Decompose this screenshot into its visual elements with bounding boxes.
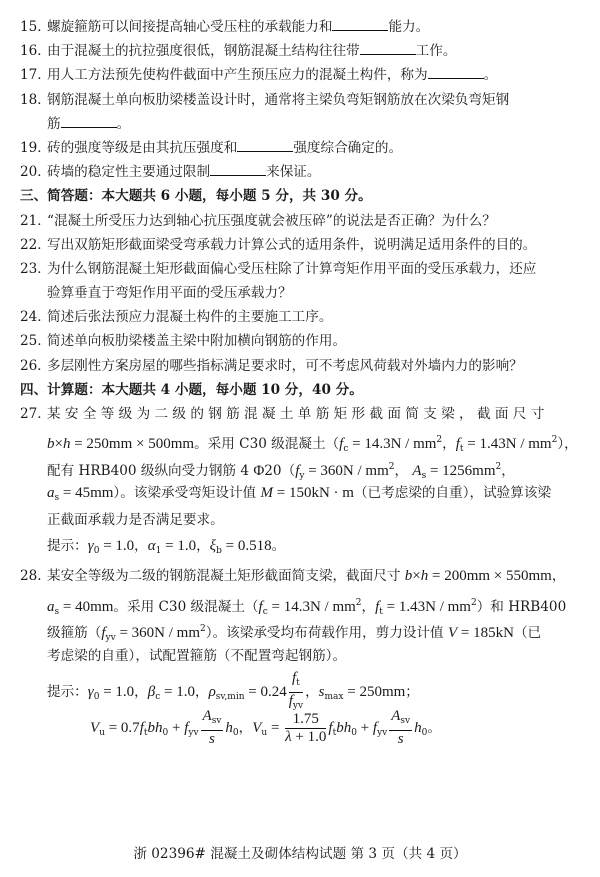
text-run: （已考虑梁的自重），试验算该梁 <box>353 485 552 502</box>
subscript: t <box>379 606 383 617</box>
subscript: 0 <box>162 727 169 738</box>
text-run: ， <box>394 462 413 479</box>
subscript: b <box>216 545 222 556</box>
math-symbol: f <box>184 719 189 736</box>
question-line <box>0 354 600 378</box>
question-text <box>47 329 346 353</box>
question-number: 23． <box>20 260 51 277</box>
question-text <box>47 354 523 378</box>
math-symbol: A <box>412 462 422 479</box>
math-text: = 14.3N / mm <box>267 598 356 615</box>
text-run: 砖的强度等级是由其抗压强度和 <box>47 139 238 156</box>
math-symbol: a <box>47 485 55 502</box>
question-line <box>0 402 600 428</box>
question-line <box>0 481 600 507</box>
subscript: u <box>99 727 105 738</box>
question-line <box>0 534 600 560</box>
math-symbol: f <box>372 719 378 736</box>
question-text <box>47 39 456 63</box>
math-symbol: f <box>455 436 460 453</box>
text-run: 简述单向板肋梁楼盖主梁中附加横向钢筋的作用。 <box>47 333 347 350</box>
subscript: c <box>155 691 161 702</box>
text-run: 强度综合确定的。 <box>293 139 403 156</box>
subscript: yv <box>292 700 304 711</box>
subscript: s <box>54 493 60 504</box>
superscript: 2 <box>495 461 502 472</box>
question-line <box>0 617 600 643</box>
math-symbol: bh <box>147 719 163 736</box>
text-run: 筋 <box>47 115 61 132</box>
math-symbol: γ <box>87 537 94 554</box>
text-run: 级箍筋（ <box>47 625 102 642</box>
math-symbol: f <box>139 719 144 736</box>
math-text: = 14.3N / mm <box>348 436 437 453</box>
math-text: = 1.0 <box>99 537 135 554</box>
text-run: 正截面承载力是否满足要求。 <box>47 511 224 528</box>
subscript: s <box>54 606 60 617</box>
fraction-numerator <box>285 711 326 729</box>
math-text: × <box>54 436 63 453</box>
math-text: = 185kN <box>457 625 514 642</box>
text-run: ）， <box>557 436 578 453</box>
question-number: 19． <box>20 139 51 156</box>
math-symbol: s <box>397 731 404 748</box>
math-text: = 1.0 <box>161 537 197 554</box>
math-symbol: V <box>252 719 262 736</box>
question-line <box>0 112 600 136</box>
math-text: + 1.0 <box>291 728 327 745</box>
text-run: 。 <box>271 537 286 554</box>
question-text <box>47 88 509 112</box>
text-run: 验算垂直于弯矩作用平面的受压承载力？ <box>47 285 292 302</box>
text-run: ， <box>238 719 253 736</box>
math-symbol: α <box>147 537 156 554</box>
text-run: 钢筋混凝土单向板肋梁楼盖设计时，通常将主梁负弯矩钢筋放在次梁负弯矩钢 <box>47 91 510 108</box>
question-line <box>0 669 600 711</box>
math-symbol: A <box>391 708 401 725</box>
question-number: 16． <box>20 43 51 60</box>
math-symbol: γ <box>87 683 94 700</box>
text-run: 考虑梁的自重），试配置箍筋（不配置弯起钢筋）。 <box>47 647 347 664</box>
question-number: 22． <box>20 236 51 253</box>
question-line <box>0 508 600 534</box>
subscript: t <box>296 677 300 688</box>
question-text <box>47 644 346 668</box>
question-line <box>0 209 600 233</box>
text-run: ）。该梁承受弯矩设计值 <box>113 485 261 502</box>
math-text: = <box>267 719 284 736</box>
superscript: 2 <box>551 435 558 446</box>
text-run: 写出双筋矩形截面梁受弯承载力计算公式的适用条件，说明满足适用条件的目的。 <box>47 236 537 253</box>
text-run: 配有 HRB400 级纵向受力钢筋 4 <box>47 462 254 479</box>
math-text: = 40mm <box>59 598 114 615</box>
question-line <box>0 88 600 112</box>
question-text <box>47 15 429 39</box>
math-symbol: h <box>225 719 233 736</box>
text-run: 砖墙的稳定性主要通过限制 <box>47 164 211 181</box>
text-run: ）和 HRB400 <box>476 598 567 615</box>
question-number: 24． <box>20 309 51 326</box>
math-text: = 1.43N / mm <box>382 598 471 615</box>
subscript: sv <box>211 716 222 727</box>
math-text: = 1.0 <box>160 683 195 700</box>
subscript: u <box>261 727 268 738</box>
subscript: t <box>459 444 464 455</box>
text-run: 20（ <box>264 462 296 479</box>
text-run: 四、计算题：本大题共 4 小题，每小题 10 分，40 分。 <box>20 381 363 398</box>
question-text <box>47 481 551 510</box>
text-run: ， <box>134 683 148 700</box>
text-run: 三、简答题：本大题共 6 小题，每小题 5 分，共 30 分。 <box>20 188 372 205</box>
question-text <box>47 402 544 426</box>
answer-blank <box>237 137 293 152</box>
question-number: 26． <box>20 357 51 374</box>
question-line <box>0 564 600 590</box>
math-symbol: f <box>288 692 293 709</box>
fraction-numerator <box>201 708 224 731</box>
question-text <box>47 136 402 160</box>
fraction-denominator <box>201 731 224 748</box>
fraction <box>389 708 412 748</box>
math-text: × <box>412 568 421 585</box>
text-run: 简述后张法预应力混凝土构件的主要施工工序。 <box>47 309 333 326</box>
math-text: Φ <box>253 462 265 479</box>
superscript: 2 <box>436 435 443 446</box>
subscript: y <box>299 470 305 481</box>
math-symbol: f <box>328 719 333 736</box>
math-symbol: M <box>260 485 273 502</box>
fraction-denominator <box>389 731 412 748</box>
question-number: 28. <box>20 568 42 585</box>
math-symbol: f <box>258 598 263 615</box>
question-text <box>47 281 292 305</box>
text-run: 工作。 <box>415 43 457 60</box>
math-symbol: bh <box>336 719 352 736</box>
subscript: t <box>332 727 337 738</box>
question-line <box>0 706 600 750</box>
math-text: = 0.7 <box>104 719 140 736</box>
fraction-denominator <box>285 729 326 746</box>
math-text: = 0.518 <box>221 537 272 554</box>
question-line <box>0 136 600 160</box>
fraction <box>201 708 224 748</box>
question-line <box>0 63 600 87</box>
text-run: “混凝土所受压力达到轴心抗压强度就会被压碎”的说法是否正确？为什么？ <box>47 212 496 229</box>
question-text <box>47 257 536 281</box>
answer-blank <box>332 16 388 31</box>
answer-blank <box>210 161 266 176</box>
math-symbol: b <box>47 436 55 453</box>
math-symbol: ξ <box>209 537 217 554</box>
text-run: 。采用 C30 级混凝土（ <box>113 598 259 615</box>
question-line <box>0 160 600 184</box>
math-symbol: f <box>295 462 300 479</box>
math-text: = 200mm × 550mm <box>428 568 552 585</box>
fraction <box>285 711 326 746</box>
question-line <box>0 257 600 281</box>
text-run: 由于混凝土的抗拉强度很低，钢筋混凝土结构往往带 <box>47 43 360 60</box>
question-text <box>47 233 536 257</box>
text-run: ， <box>196 537 210 554</box>
math-symbol: a <box>47 598 55 615</box>
math-symbol: V <box>90 719 100 736</box>
question-number: 20． <box>20 164 51 181</box>
math-text: = 1.43N / mm <box>463 436 552 453</box>
question-text <box>47 63 497 87</box>
math-symbol: h <box>420 568 429 585</box>
text-run: 。 <box>116 115 131 132</box>
exam-page-content <box>0 15 600 750</box>
text-run: ， <box>551 568 566 585</box>
question-text <box>20 184 372 208</box>
math-text: = 45mm <box>59 485 114 502</box>
text-run: 用人工方法预先使构件截面中产生预压应力的混凝土构件，称为 <box>47 67 428 84</box>
subscript: 0 <box>93 545 100 556</box>
text-run: （已 <box>513 625 542 642</box>
question-line <box>0 329 600 353</box>
math-symbol: h <box>414 719 422 736</box>
text-run: ， <box>305 683 319 700</box>
question-text <box>90 706 441 755</box>
text-run: ， <box>134 537 148 554</box>
text-run: ）。该梁承受均布荷载作用，剪力设计值 <box>205 625 448 642</box>
math-symbol: ρ <box>208 683 216 700</box>
superscript: 2 <box>355 597 362 608</box>
page-footer: 浙 02396# 混凝土及砌体结构试题 第 3 页（共 4 页） <box>133 846 467 862</box>
subscript: 1 <box>155 545 162 556</box>
text-run: ， <box>361 598 376 615</box>
superscript: 2 <box>200 624 206 635</box>
math-text: = 250mm × 500mm <box>70 436 195 453</box>
question-text <box>20 378 363 402</box>
question-text <box>47 508 224 532</box>
math-symbol: s <box>318 683 325 700</box>
text-run: 多层刚性方案房屋的哪些指标满足要求时，可不考虑风荷载对外墙内力的影响？ <box>47 357 523 374</box>
question-number: 18． <box>20 91 51 108</box>
math-symbol: h <box>62 436 71 453</box>
text-run: 来保证。 <box>266 164 321 181</box>
math-symbol: λ <box>285 728 292 745</box>
question-line <box>0 281 600 305</box>
text-run: 为什么钢筋混凝土矩形截面偏心受压柱除了计算弯矩作用平面的受压承载力，还应 <box>47 260 537 277</box>
question-text <box>47 564 565 588</box>
question-number: 15． <box>20 19 51 35</box>
answer-blank <box>360 40 416 55</box>
section-heading <box>0 378 600 402</box>
math-symbol: f <box>101 625 106 642</box>
question-line <box>0 591 600 617</box>
math-text: 1.75 <box>292 710 319 727</box>
math-symbol: b <box>404 568 413 585</box>
answer-blank <box>428 64 484 79</box>
math-text: = 360N / mm <box>304 462 389 479</box>
question-number: 21． <box>20 212 51 229</box>
question-line <box>0 455 600 481</box>
question-text <box>47 112 130 136</box>
subscript: yv <box>377 727 388 738</box>
math-symbol: V <box>447 625 458 642</box>
math-symbol: f <box>292 669 297 686</box>
math-symbol: f <box>339 436 344 453</box>
question-text <box>47 305 332 329</box>
math-text: = 360N / mm <box>115 625 201 642</box>
subscript: sv <box>400 716 411 727</box>
math-symbol: β <box>147 683 156 700</box>
subscript: 0 <box>421 727 428 738</box>
text-run: 能力。 <box>388 19 430 35</box>
text-run: 螺旋箍筋可以间接提高轴心受压柱的承载能力和 <box>47 19 333 35</box>
math-text: = 0.24 <box>244 683 287 700</box>
math-text: = 1.0 <box>99 683 135 700</box>
subscript: 0 <box>232 727 239 738</box>
superscript: 2 <box>470 597 477 608</box>
text-run: ， <box>195 683 209 700</box>
text-run: 某安全等级为二级的钢筋混凝土矩形截面简支梁，截面尺寸 <box>47 568 405 585</box>
question-line <box>0 39 600 63</box>
question-text <box>47 160 321 184</box>
answer-blank <box>61 113 117 128</box>
question-number: 25． <box>20 333 51 350</box>
question-line <box>0 428 600 454</box>
math-text: + <box>356 719 373 736</box>
subscript: max <box>324 691 344 702</box>
math-symbol: s <box>209 731 215 748</box>
fraction-numerator <box>289 670 303 693</box>
subscript: s <box>421 470 427 481</box>
math-symbol: f <box>375 598 380 615</box>
math-text: = 150kN · m <box>272 485 354 502</box>
subscript: c <box>343 444 349 455</box>
question-text <box>47 534 285 563</box>
text-run: 。 <box>483 67 498 84</box>
question-line <box>0 644 600 670</box>
subscript: c <box>262 606 268 617</box>
question-number: 17． <box>20 67 51 84</box>
math-text: = 1256mm <box>426 462 496 479</box>
text-run: ； <box>405 683 419 700</box>
math-text: + <box>168 719 185 736</box>
section-heading <box>0 184 600 208</box>
text-run: 提示： <box>47 537 88 554</box>
subscript: yv <box>188 727 199 738</box>
subscript: t <box>143 727 148 738</box>
question-line <box>0 305 600 329</box>
text-run: 。采用 C30 级混凝土（ <box>194 436 340 453</box>
math-symbol: A <box>202 708 212 725</box>
question-line <box>0 233 600 257</box>
subscript: 0 <box>93 691 100 702</box>
text-run: ， <box>442 436 456 453</box>
math-text: = 250mm <box>343 683 406 700</box>
subscript: sv,min <box>215 691 245 702</box>
question-line <box>0 15 600 39</box>
fraction-numerator <box>389 708 412 731</box>
subscript: 0 <box>351 727 357 738</box>
text-run: 。 <box>427 719 441 736</box>
question-text <box>47 209 496 233</box>
text-run: 某 安 全 等 级 为 二 级 的 钢 筋 混 凝 土 单 筋 矩 形 截 面 简 支 梁 ， 截 面 尺 寸 <box>47 406 545 422</box>
text-run: 提示： <box>47 683 88 700</box>
text-run: ， <box>501 462 515 479</box>
question-number: 27． <box>20 406 51 422</box>
subscript: yv <box>105 633 116 644</box>
superscript: 2 <box>388 461 395 472</box>
